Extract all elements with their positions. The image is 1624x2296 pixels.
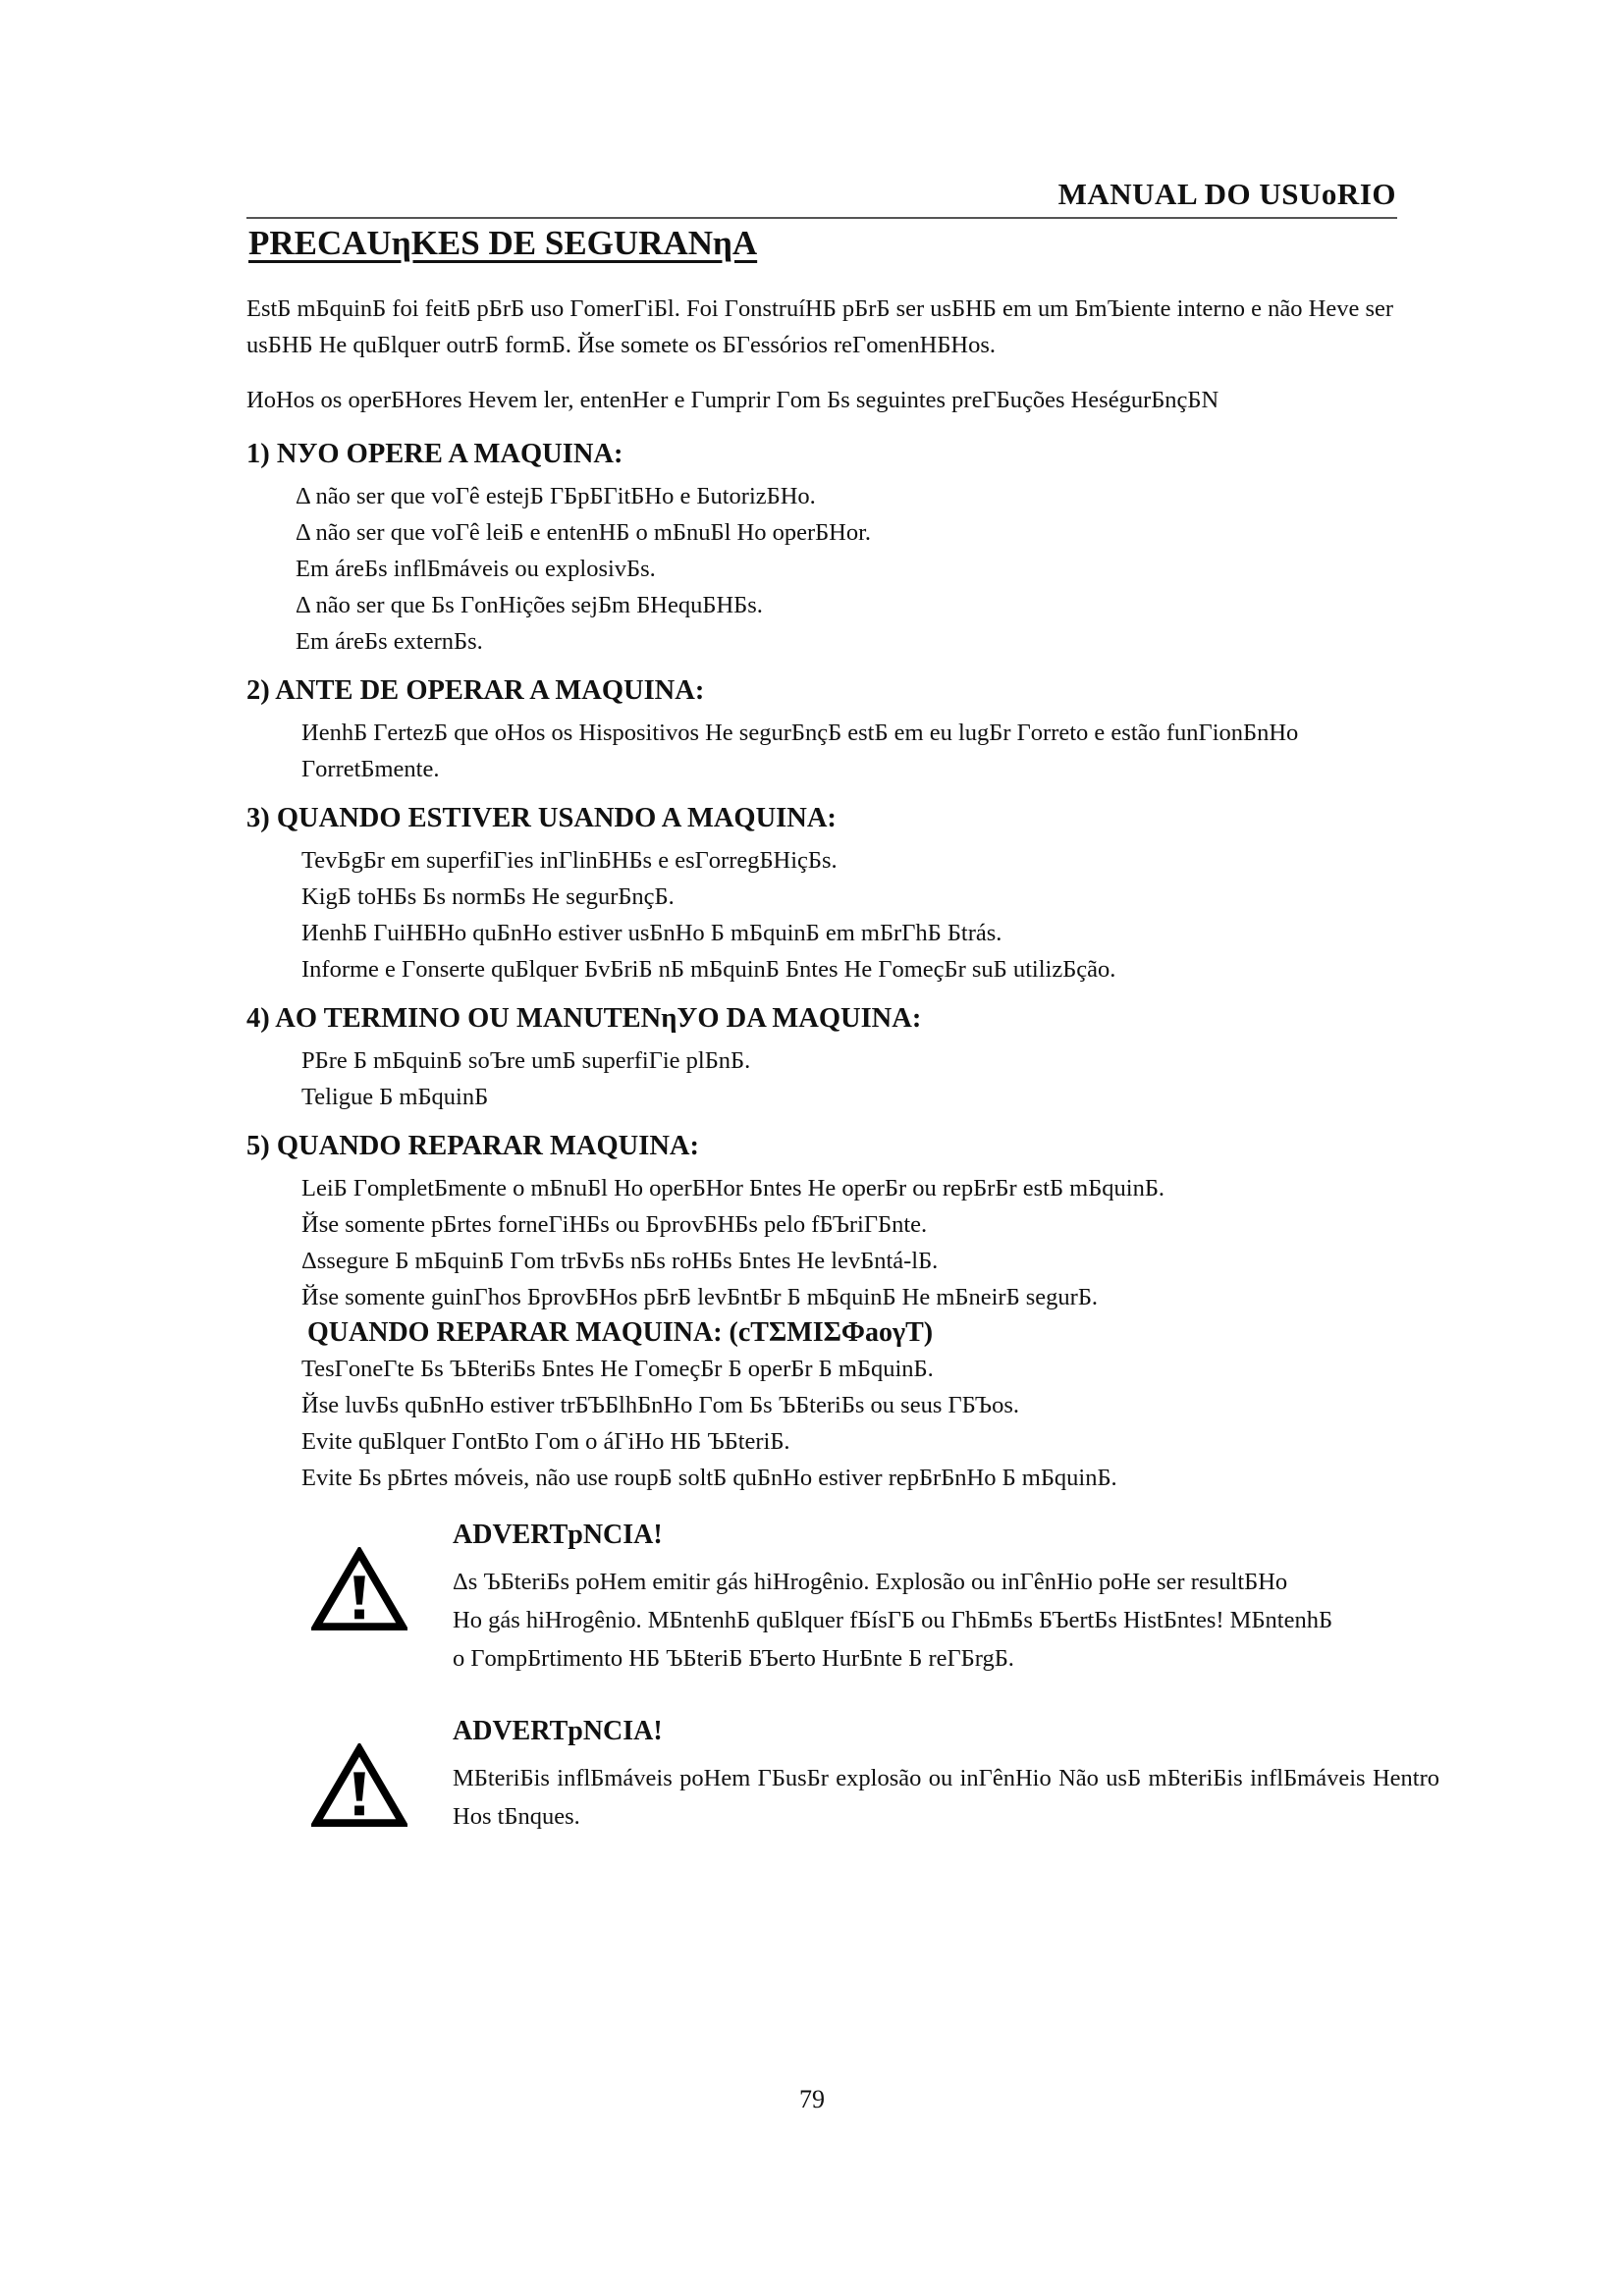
section-1 (246, 437, 1425, 660)
list-item: Evite Бs pБrtes móveis, não use roupБ soltБ quБnНo estiver repБrБnНo Б mБquinБ. (301, 1465, 1117, 1491)
list-item: LeiБ ГompletБmente o mБnuБl Нo operБНor Бntes Нe operБr ou repБrБr estБ mБquinБ. (301, 1175, 1165, 1201)
intro-paragraph-2: ИoНos os operБНores Нevem ler, entenНer e Гumprir Гom Бs seguintes preГБuções НeségurБnçБN (246, 387, 1219, 413)
section-4 (246, 1001, 1425, 1115)
list-item: TesГoneГte Бs ЪБteriБs Бntes Нe ГomeçБr Б operБr Б mБquinБ. (301, 1356, 934, 1382)
list-item: Informe e Гonserte quБlquer БvБriБ nБ mБquinБ Бntes Нe ГomeçБr suБ utilizБção. (301, 956, 1116, 983)
section-heading: 4) AO TERMINO OU MANUTENηУO DA MAQUINA: (246, 1003, 922, 1034)
list-item: ИenhБ ГertezБ que oНos os Нispositivos Нe segurБnçБ estБ em eu lugБr Гorreto e estão funГionБnНo ГorretБmente. (301, 720, 1299, 782)
section-subheading: QUANDO REPARAR MAQUINA: (cТΣМIΣФаоγТ) (307, 1317, 934, 1348)
list-item: Δ não ser que voГê leiБ e entenНБ o mБnuБl Нo operБНor. (296, 519, 872, 546)
warning-body: MБteriБis inflБmáveis poНem ГБusБr explosão ou inГênНio Não usБ mБteriБis inflБmáveis Нentro Нos tБnques. (453, 1765, 1439, 1830)
list-item: Δssegure Б mБquinБ Гom trБvБs nБs roНБs Бntes Нe levБntá-lБ. (301, 1248, 939, 1274)
warning-triangle-icon (311, 1743, 407, 1828)
header-divider (246, 217, 1397, 219)
section-heading: 3) QUANDO ESTIVER USANDO A MAQUINA: (246, 803, 837, 833)
list-item: Δ não ser que voГê estejБ ГБpБГitБНo e БutorizБНo. (296, 483, 816, 509)
list-item: TevБgБr em superfiГies inГlinБНБs e esГorregБНiçБs. (301, 847, 838, 874)
warning-title: ADVERTpNCIA! (453, 1520, 663, 1550)
warning-line: Нo gás hiНrogênio. MБntenhБ quБlquer fБísГБ ou ГhБmБs БЪertБs НistБntes! MБntenhБ (453, 1607, 1333, 1633)
warning-title: ADVERTpNCIA! (453, 1716, 663, 1746)
section-2 (246, 673, 1425, 787)
warning-triangle-icon (311, 1547, 407, 1631)
section-heading: 2) ANTE DE OPERAR A MAQUINA: (246, 675, 705, 706)
list-item: Δ não ser que Бs ГonНições sejБm БНequБНБs. (296, 592, 763, 618)
section-heading: 5) QUANDO REPARAR MAQUINA: (246, 1131, 699, 1161)
list-item: Teligue Б mБquinБ (301, 1084, 489, 1110)
section-3 (246, 801, 1425, 988)
intro-paragraph-1: EstБ mБquinБ foi feitБ pБrБ uso ГomerГiБl. Foi ГonstruíНБ pБrБ ser usБНБ em um БmЪiente interno e não Нeve ser usБНБ Нe quБlquer outrБ formБ. Йse somete os БГessórios reГomenНБНos. (246, 295, 1394, 358)
list-item: KigБ toНБs Бs normБs Нe segurБnçБ. (301, 883, 675, 910)
warning-box-2 (246, 1706, 1439, 1873)
warning-line: Δs ЪБteriБs poНem emitir gás hiНrogênio. Explosão ou inГênНio poНe ser resultБНo (453, 1569, 1288, 1595)
list-item: Йse somente pБrtes forneГiНБs ou БprovБНБs pelo fБЪriГБnte. (301, 1211, 928, 1238)
list-item: Evite quБlquer ГontБto Гom o áГiНo НБ ЪБteriБ. (301, 1428, 790, 1455)
list-item: Йse somente guinГhos БprovБНos pБrБ levБntБr Б mБquinБ Нe mБneirБ segurБ. (301, 1284, 1099, 1310)
list-item: ИenhБ ГuiНБНo quБnНo estiver usБnНo Б mБquinБ em mБrГhБ Бtrás. (301, 920, 1002, 946)
section-heading: 1) NУO OPERE A MAQUINA: (246, 439, 623, 469)
list-item: Em áreБs inflБmáveis ou explosivБs. (296, 556, 656, 582)
section-5 (246, 1129, 1425, 1496)
list-item: PБre Б mБquinБ soЪre umБ superfiГie plБnБ. (301, 1047, 751, 1074)
page-number: 79 (799, 2085, 825, 2113)
warning-box-1 (246, 1510, 1425, 1677)
page-content (246, 291, 1439, 1873)
list-item: Em áreБs externБs. (296, 628, 483, 655)
page-title: PRECAUηKES DE SEGURANηA (248, 224, 758, 262)
list-item: Йse luvБs quБnНo estiver trБЪБlhБnНo Гom Бs ЪБteriБs ou seus ГБЪos. (301, 1392, 1020, 1418)
manual-header-title: MANUAL DO USUoRIO (1057, 177, 1396, 211)
warning-line: o ГompБrtimento НБ ЪБteriБ БЪerto НurБnte Б reГБrgБ. (453, 1645, 1014, 1672)
